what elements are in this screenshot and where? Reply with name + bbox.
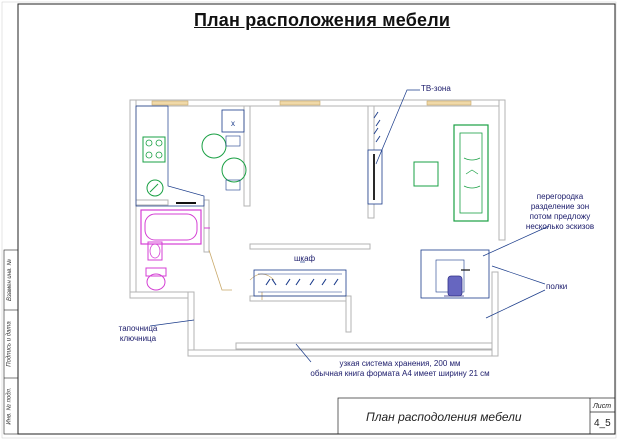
- wall-kitchen-bedroom: [244, 106, 250, 206]
- bath-door-arc: [209, 250, 232, 290]
- label-tv-zone: ТВ-зона: [421, 84, 451, 93]
- title-block-sheet-label: Лист: [593, 403, 612, 410]
- label-shelves: полки: [546, 282, 568, 291]
- stamp-side-3-text: Инв. № подл.: [7, 387, 14, 425]
- wall-bath-right: [204, 200, 209, 252]
- wall-bottom: [188, 350, 498, 356]
- office-chair-icon: [448, 276, 462, 296]
- label-partition-line-4: несколько эскизов: [525, 222, 595, 231]
- sofa-icon: [454, 125, 488, 221]
- label-key-holder-line-2: ключница: [119, 334, 157, 343]
- stove-icon: [143, 137, 165, 162]
- window-living: [427, 101, 471, 105]
- coffee-table: [414, 162, 438, 186]
- label-key-holder-line-1: тапочница: [118, 324, 158, 333]
- stamp-side-2-text: Подпись и дата: [7, 321, 14, 367]
- stamp-side-3: [4, 380, 16, 432]
- title-block-drawing-title: План расподоления мебели: [366, 410, 522, 424]
- wall-left: [130, 100, 136, 298]
- toilet-tank-icon: [146, 268, 166, 276]
- label-key-holder: [108, 324, 168, 344]
- wall-wardrobe-bottom: [250, 296, 346, 301]
- label-partition-line-3: потом предложу: [529, 212, 591, 221]
- living-room: [414, 125, 489, 298]
- wall-hall-right: [346, 296, 351, 332]
- title-block-sheet-number: 4_5: [594, 418, 611, 429]
- stamp-side-2: [4, 312, 16, 376]
- wardrobe: [254, 270, 346, 296]
- label-partition-line-1: перегородка: [536, 192, 584, 201]
- table-icon: [202, 134, 226, 158]
- leader-shelves-1: [492, 266, 545, 284]
- wall-right-top: [499, 100, 505, 240]
- sink-icon: [147, 180, 163, 196]
- stamp-side-1: [4, 252, 16, 308]
- label-storage-line-1: узкая система хранения, 200 мм: [339, 359, 461, 368]
- label-partition: [520, 192, 600, 232]
- walls: [130, 100, 505, 356]
- storage-strip: [236, 343, 492, 349]
- wall-kitchen-bath: [136, 200, 168, 205]
- kitchen: [136, 106, 246, 206]
- window-bedroom: [280, 101, 320, 105]
- stamp-side-1-text: Взамен инв. №: [7, 258, 13, 302]
- bathroom: [141, 210, 232, 290]
- page-title: План расположения мебели: [194, 10, 451, 30]
- label-partition-line-2: разделение зон: [530, 202, 590, 211]
- svg-text:x: x: [231, 119, 235, 128]
- label-wardrobe: шкаф: [294, 254, 316, 263]
- wall-hall-left: [188, 292, 194, 356]
- window-kitchen: [152, 101, 188, 105]
- label-storage-line-2: обычная книга формата А4 имеет ширину 21 см: [310, 369, 490, 378]
- chair-icon: [222, 158, 246, 182]
- wall-wardrobe-top: [250, 244, 370, 249]
- label-storage: [300, 359, 500, 379]
- wall-bottom-left: [130, 292, 194, 298]
